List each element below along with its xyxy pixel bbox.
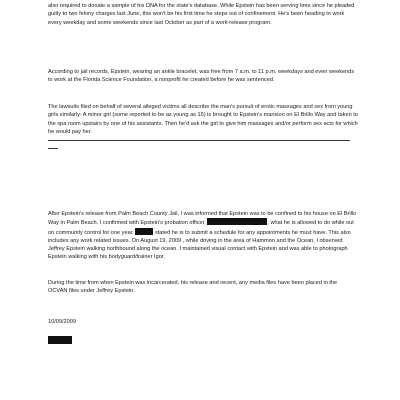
horizontal-rule xyxy=(48,140,350,141)
paragraph-lawsuits: The lawsuits filed on behalf of several alleged victims all describe the man's pursuit of erotic massages and sex from young girls similarly: A minor girl (some reported to be as young as 15) is brought to Epstein's mansion on El Brillo Way and taken to the spa room upstairs by one of his assistants. Then he'd ask the girl to give him massages and/or perform sex acts for which he would pay her. xyxy=(48,104,358,135)
horizontal-rule-short xyxy=(48,148,58,149)
paragraph-dna-sample: also required to donate a sample of his DNA for the state's database. While Epstein has been serving time since he pleaded guilty to two felony charges last June, this won't be his first time he steps out of confinement. He's been heading to work every weekday and some weekends since last October as part of a work-release program. xyxy=(48,3,355,26)
redaction-bar xyxy=(135,228,153,235)
paragraph-media-files: During the time from when Epstein was incarcerated, his release and recent, any media files have been placed in the OCVAN files under Jeffrey Epstein. xyxy=(48,280,338,295)
release-text-part-3: stated he is to submit a schedule for any appointments he must have. This also includes any work related issues. On August 19, 2009 , while driving in the area of Hammon and the Ocean, I observed Jeffrey Epstein walking northbound along the ocean. I maintained visual contact with Epstein and was able to photograph Epstein walking with his bodyguard/trainer Igor. xyxy=(48,229,351,261)
release-text-part-2: , what he is allowed to do while out on community control for one year. xyxy=(48,220,354,236)
redaction-bar-signature xyxy=(48,336,72,344)
redaction-bar xyxy=(207,218,267,225)
release-text-part-1: After Epstein's release from Palm Beach County Jail, I was informed that Epstein was to be confined to his house on El Brillo Way in Palm Beach. I confirmed with Epstein's probation officer, xyxy=(48,211,357,227)
report-date: 10/09/2009 xyxy=(48,319,76,325)
paragraph-release xyxy=(48,210,358,262)
paragraph-jail-records: According to jail records, Epstein, wearing an ankle bracelet, was free from 7 a.m. to 11 p.m. weekdays and even weekends to work at the Florida Science Foundation, a nonprofit he created before he was sentenced. xyxy=(48,69,355,84)
